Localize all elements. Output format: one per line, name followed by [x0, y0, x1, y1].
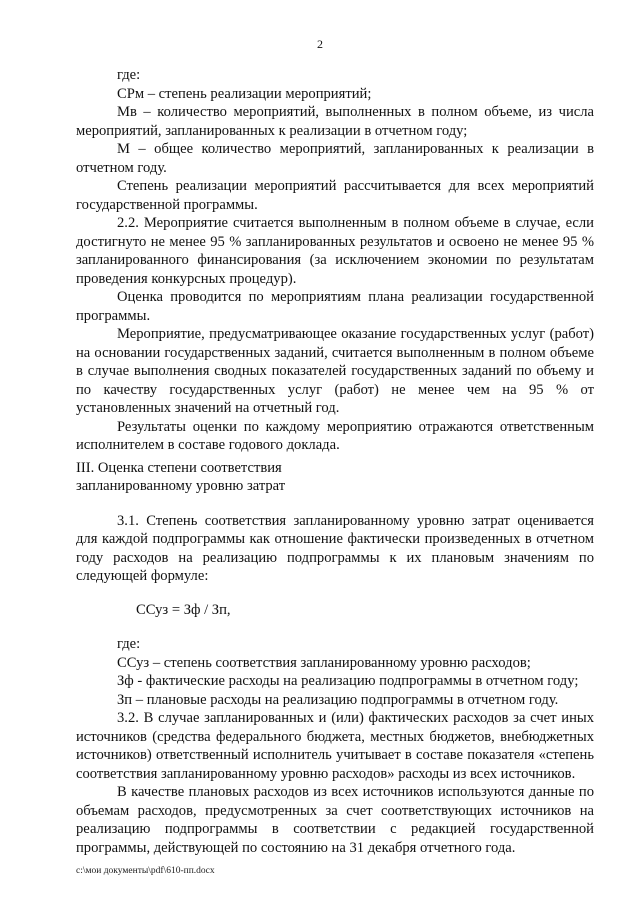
paragraph-evaluation: Оценка проводится по мероприятиям плана реализации государственной программы.: [76, 289, 594, 324]
paragraph-planned-expenses: В качестве плановых расходов из всех источников используются данные по объемам расходов, предусмотренных за счет соответствующих источников на реализацию подпрограммы в соответствии с редакцией государственной программы, действующей по состоянию на 31 декабря отчетного года.: [76, 784, 594, 856]
footer-file-path: c:\мои документы\pdf\610-пп.docx: [76, 866, 215, 876]
where-label-2: где:: [117, 636, 141, 652]
definition-zp: Зп – плановые расходы на реализацию подпрограммы в отчетном году.: [117, 691, 559, 708]
section-heading-line1: III. Оценка степени соответствия: [76, 459, 282, 476]
definition-m: М – общее количество мероприятий, запланированных к реализации в отчетном году.: [76, 141, 594, 176]
paragraph-3-2: 3.2. В случае запланированных и (или) фактических расходов за счет иных источников (средства федерального бюджета, местных бюджетов, внебюджетных источников) ответственный исполнитель учитывает в составе показателя «степень соответствия запланированному уровню расходов» расходы из всех источников.: [76, 710, 594, 782]
definition-srm: СРм – степень реализации мероприятий;: [117, 85, 372, 102]
paragraph-scope: Степень реализации мероприятий рассчитывается для всех мероприятий государственной программы.: [76, 178, 594, 213]
paragraph-3-1: 3.1. Степень соответствия запланированному уровню затрат оценивается для каждой подпрограммы как отношение фактически произведенных в отчетном году расходов на реализацию подпрограммы к их плановым значениям по следующей формуле:: [76, 512, 594, 584]
paragraph-results: Результаты оценки по каждому мероприятию отражаются ответственным исполнителем в составе годового доклада.: [76, 418, 594, 453]
paragraph-services: Мероприятие, предусматривающее оказание государственных услуг (работ) на основании государственных заданий, считается выполненным в полном объеме в случае выполнения сводных показателей государственных заданий по объему и по качеству государственных услуг (работ) не менее чем на 95 % от установленных значений на отчетный год.: [76, 326, 594, 416]
definition-ssuz: ССуз – степень соответствия запланированному уровню расходов;: [117, 654, 531, 671]
section-heading-line2: запланированному уровню затрат: [76, 478, 286, 494]
paragraph-2-2: 2.2. Мероприятие считается выполненным в полном объеме в случае, если достигнуто не менее 95 % запланированных результатов и освоено не менее 95 % запланированного финансирования (за исключением экономии по результатам проведения конкурсных процедур).: [76, 215, 594, 287]
definition-mv: Мв – количество мероприятий, выполненных в полном объеме, из числа мероприятий, запланированных к реализации в отчетном году;: [76, 104, 594, 139]
definition-zf: Зф - фактические расходы на реализацию подпрограммы в отчетном году;: [117, 673, 579, 689]
where-label: где:: [117, 67, 141, 83]
section-heading: [76, 459, 594, 496]
formula: ССуз = Зф / Зп,: [136, 601, 231, 618]
page-number: 2: [317, 37, 323, 51]
document-body: [76, 66, 594, 857]
